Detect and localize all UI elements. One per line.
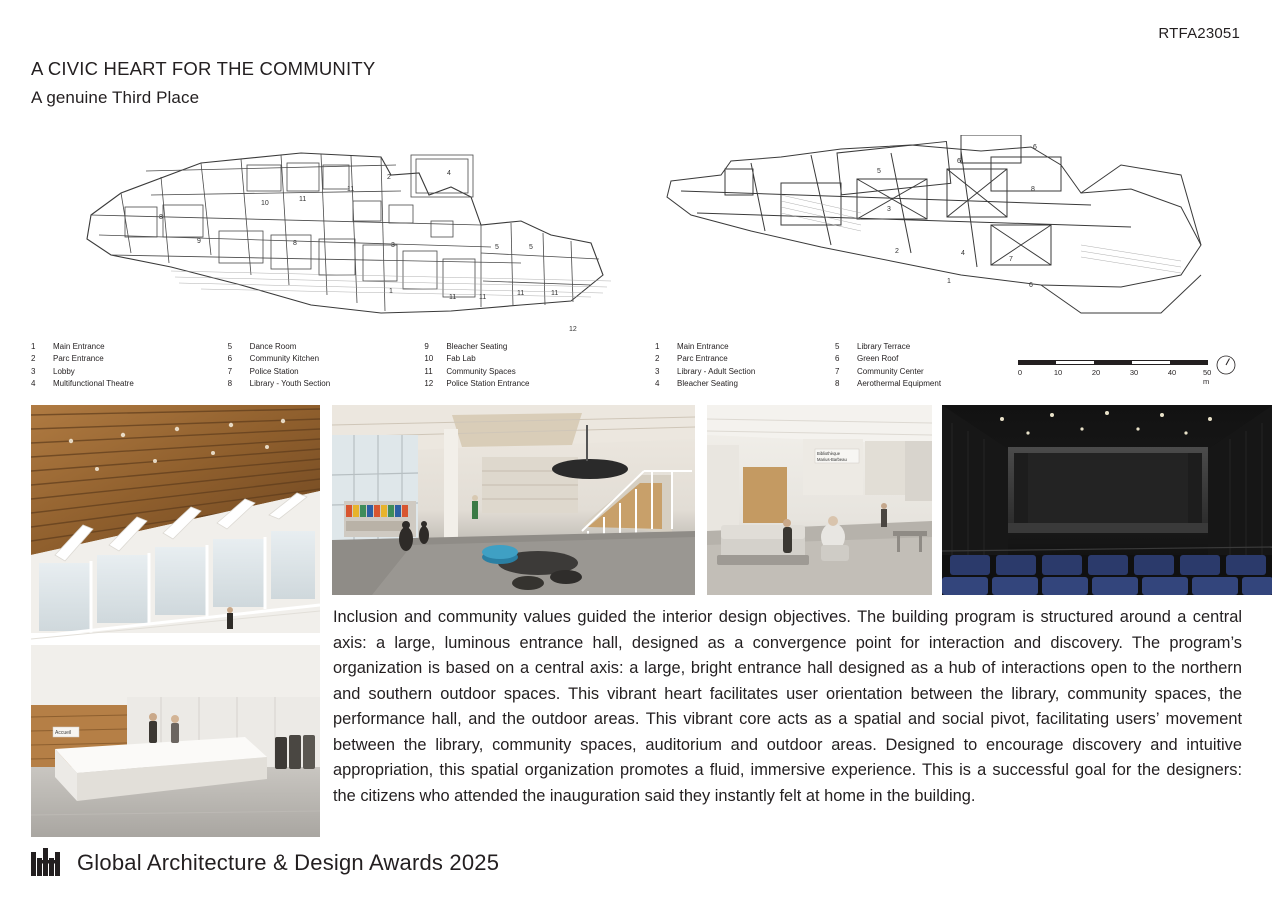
svg-text:7: 7 xyxy=(1009,256,1013,263)
legend-column xyxy=(655,341,835,391)
scale-segment xyxy=(1132,360,1170,365)
scale-segment xyxy=(1170,360,1208,365)
svg-text:8: 8 xyxy=(1031,186,1035,193)
scale-tick: 50 m xyxy=(1203,368,1212,386)
legend-number: 2 xyxy=(655,354,660,364)
rtf-logo-icon xyxy=(31,848,71,878)
legend-number: 7 xyxy=(835,366,840,376)
footer-text: Global Architecture & Design Awards 2025 xyxy=(77,850,500,875)
svg-text:10: 10 xyxy=(261,200,269,207)
description-paragraph: Inclusion and community values guided the interior design objectives. The building program is structured around a central axis: a large, luminous entrance hall, designed as a convergence point for interaction and discovery. The program’s organization is based on a central axis: a large, bright entrance hall designed as a hub of interactions open to the northern and southern outdoor spaces. This vibrant heart facilitates user orientation between the library, community spaces, the performance hall, and the outdoor areas. This vibrant core acts as a spatial and social pivot, facilitating users’ movement between the library, community spaces, auditorium and outdoor areas. Designed to encourage discovery and intuitive appropriation, this spatial organization promotes a fluid, immersive experience. This is a successful goal for the designers: the citizens who attended the inauguration said they instantly felt at home in the building. xyxy=(333,608,1242,805)
north-arrow-icon xyxy=(1216,355,1236,375)
svg-text:11: 11 xyxy=(479,294,487,301)
legend-label: Library - Youth Section xyxy=(249,379,331,389)
ground-floor-plan xyxy=(51,135,631,335)
legend-ground-floor xyxy=(31,341,621,391)
legend-label: Library Terrace xyxy=(857,342,911,351)
roof-plan xyxy=(661,135,1241,335)
legend-number: 11 xyxy=(424,366,433,376)
legend-column xyxy=(228,341,425,391)
footer xyxy=(31,848,499,878)
legend-label: Community Center xyxy=(857,366,924,376)
photo-atrium-wood-ceiling xyxy=(31,405,320,837)
legend-number: 7 xyxy=(227,366,233,376)
legend-label: Library - Adult Section xyxy=(677,366,756,376)
svg-text:11: 11 xyxy=(299,196,307,203)
scale-segment xyxy=(1094,360,1132,365)
legend-number: 8 xyxy=(835,379,840,389)
legend-number: 12 xyxy=(424,379,434,389)
svg-text:4: 4 xyxy=(961,250,965,257)
svg-text:11: 11 xyxy=(517,290,525,297)
legend-label: Aerothermal Equipment xyxy=(857,379,942,389)
svg-text:Bibliothèque: Bibliothèque xyxy=(817,451,841,456)
legend-label: Bleacher Seating xyxy=(677,379,738,389)
legend-label: Lobby xyxy=(53,366,75,376)
legend-number: 9 xyxy=(424,342,429,351)
svg-text:8: 8 xyxy=(159,214,163,221)
legend-number: 2 xyxy=(31,354,36,364)
legend-column xyxy=(31,341,228,391)
scale-bar xyxy=(1018,360,1218,390)
svg-text:1: 1 xyxy=(947,278,951,285)
legend-number: 1 xyxy=(655,342,660,351)
legend-label: Green Roof xyxy=(857,354,899,364)
legend-label: Community Kitchen xyxy=(249,354,320,364)
svg-text:6: 6 xyxy=(1029,282,1033,289)
legend-label: Parc Entrance xyxy=(677,354,728,364)
legend-label: Fab Lab xyxy=(446,354,476,364)
legend-label: Multifunctional Theatre xyxy=(53,379,134,389)
legend-number: 3 xyxy=(655,366,660,376)
legend-column xyxy=(424,341,621,391)
svg-text:3: 3 xyxy=(391,242,395,249)
scale-tick: 10 xyxy=(1053,368,1063,377)
svg-text:1: 1 xyxy=(389,288,393,295)
scale-tick: 30 xyxy=(1129,368,1139,377)
svg-text:11: 11 xyxy=(449,294,457,301)
photo-library-interior xyxy=(332,405,695,595)
svg-text:12: 12 xyxy=(569,326,577,333)
scale-tick: 20 xyxy=(1091,368,1101,377)
svg-text:5: 5 xyxy=(877,168,881,175)
svg-text:6: 6 xyxy=(1033,144,1037,151)
legend-label: Parc Entrance xyxy=(53,354,104,364)
legend-number: 8 xyxy=(227,379,233,389)
scale-tick: 0 xyxy=(1017,368,1023,377)
legend-column xyxy=(835,341,1015,391)
page-title: A CIVIC HEART FOR THE COMMUNITY xyxy=(31,58,376,79)
svg-text:6: 6 xyxy=(957,158,961,165)
svg-text:Marius-Barbeau: Marius-Barbeau xyxy=(817,457,847,462)
legend-roof-plan xyxy=(655,341,1015,391)
svg-text:2: 2 xyxy=(895,248,899,255)
legend-number: 4 xyxy=(31,379,36,389)
page-subtitle: A genuine Third Place xyxy=(31,88,200,107)
photo-lounge-bibliotheque xyxy=(707,405,932,595)
legend-label: Main Entrance xyxy=(53,342,105,351)
scale-bar-segments xyxy=(1018,360,1208,365)
plans-container xyxy=(31,135,1241,335)
photo-auditorium xyxy=(942,405,1272,595)
scale-tick: 40 xyxy=(1167,368,1177,377)
svg-text:Accueil: Accueil xyxy=(55,730,72,736)
legend-number: 5 xyxy=(835,342,840,351)
legend-number: 4 xyxy=(655,379,660,389)
legend-label: Community Spaces xyxy=(446,366,516,376)
reference-code: RTFA23051 xyxy=(1158,25,1240,42)
scale-segment xyxy=(1018,360,1056,365)
svg-text:9: 9 xyxy=(197,238,201,245)
svg-text:3: 3 xyxy=(887,206,891,213)
svg-text:8: 8 xyxy=(293,240,297,247)
legend-label: Police Station Entrance xyxy=(446,379,530,389)
legend-number: 1 xyxy=(31,342,36,351)
scale-segment xyxy=(1056,360,1094,365)
legend-number: 6 xyxy=(227,354,233,364)
legend-label: Dance Room xyxy=(249,342,297,351)
legend-label: Main Entrance xyxy=(677,342,729,351)
legend-number: 3 xyxy=(31,366,36,376)
svg-text:11: 11 xyxy=(347,186,355,193)
legend-number: 5 xyxy=(227,342,233,351)
legend-number: 10 xyxy=(424,354,434,364)
svg-text:4: 4 xyxy=(447,170,451,177)
title-block xyxy=(31,58,375,108)
legend-label: Police Station xyxy=(249,366,299,376)
legend-number: 6 xyxy=(835,354,840,364)
svg-text:11: 11 xyxy=(551,290,559,297)
svg-text:5: 5 xyxy=(529,244,533,251)
svg-text:2: 2 xyxy=(387,174,391,181)
legend-label: Bleacher Seating xyxy=(446,342,508,351)
svg-text:5: 5 xyxy=(495,244,499,251)
